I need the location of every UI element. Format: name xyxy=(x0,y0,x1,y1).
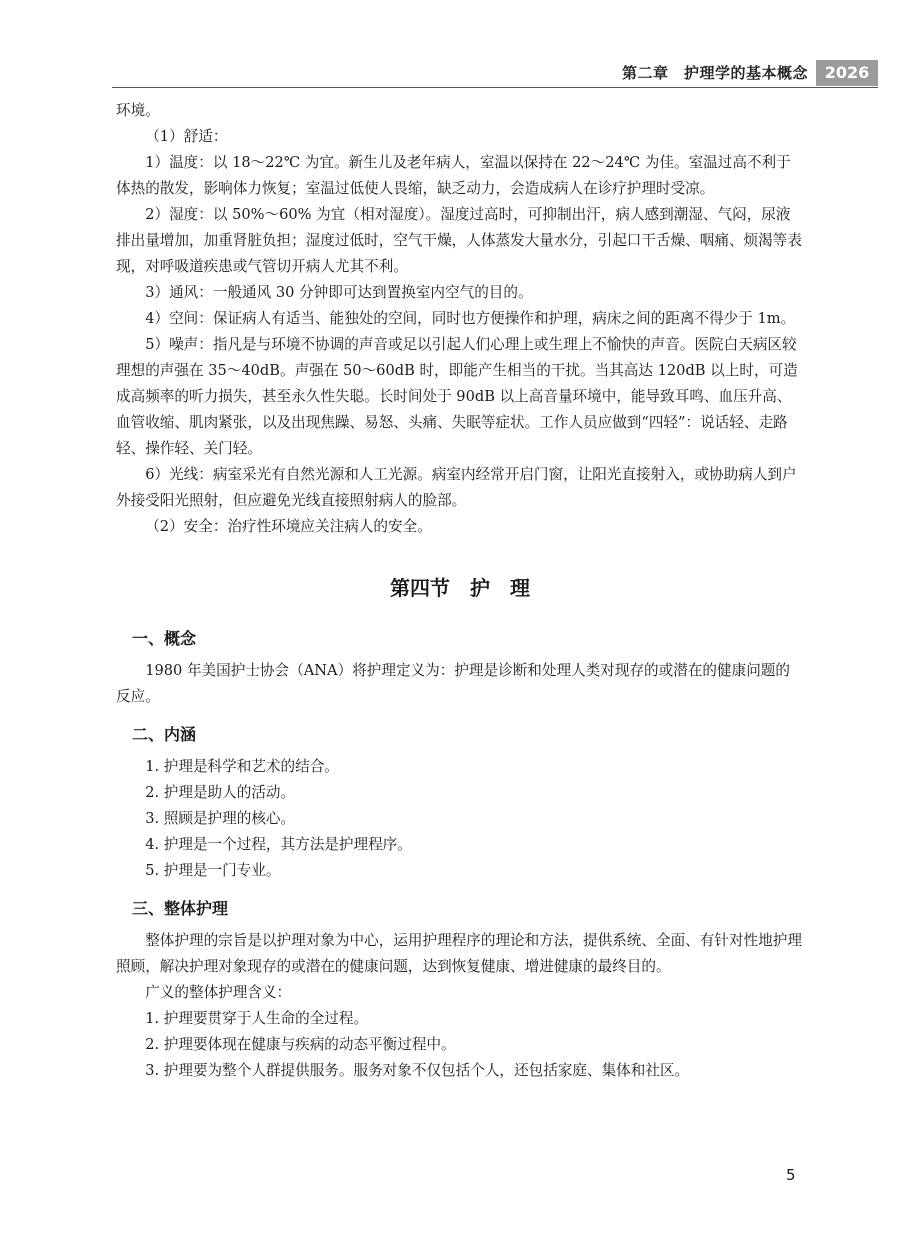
paragraph: 1980 年美国护士协会（ANA）将护理定义为：护理是诊断和处理人类对现存的或潜在的健康问题的反应。 xyxy=(116,662,790,705)
section-title: 第四节 护 理 xyxy=(390,576,530,600)
list-item: 2. 护理是助人的活动。 xyxy=(145,784,296,801)
list-item: 2. 护理要体现在健康与疾病的动态平衡过程中。 xyxy=(145,1036,456,1053)
heading-connotation: 二、内涵 xyxy=(132,725,197,744)
list-item: 1. 护理是科学和艺术的结合。 xyxy=(145,758,339,775)
list-item: 3. 照顾是护理的核心。 xyxy=(145,810,296,827)
paragraph: 5）噪声：指凡是与环境不协调的声音或足以引起人们心理上或生理上不愉快的声音。医院白天病区较理想的声强在 35～40dB。声强在 50～60dB 时，即能产生相当的干扰。当其高达 120dB 以上时，可造成高频率的听力损失，甚至永久性失聪。长时间处于 90dB 以上高音量环境中，能导致耳鸣、血压升高、血管收缩、肌肉紧张，以及出现焦躁、易怒、头痛、失眠等症状。工作人员应做到“四轻”：说话轻、走路轻、操作轻、关门轻。 xyxy=(116,336,798,457)
paragraph: 2）湿度：以 50%～60% 为宜（相对湿度）。湿度过高时，可抑制出汗，病人感到潮湿、气闷，尿液排出量增加，加重肾脏负担；湿度过低时，空气干燥，人体蒸发大量水分，引起口干舌燥、咽痛、烦渴等表现，对呼吸道疾患或气管切开病人尤其不利。 xyxy=(116,206,802,275)
heading-holistic-nursing: 三、整体护理 xyxy=(132,899,229,918)
heading-concept: 一、概念 xyxy=(132,629,197,648)
chapter-title: 第二章 护理学的基本概念 xyxy=(621,64,808,82)
paragraph: （2）安全：治疗性环境应关注病人的安全。 xyxy=(145,518,432,535)
paragraph: 整体护理的宗旨是以护理对象为中心，运用护理程序的理论和方法，提供系统、全面、有针对性地护理照顾，解决护理对象现存的或潜在的健康问题，达到恢复健康、增进健康的最终目的。 xyxy=(116,932,802,975)
list-item: 1. 护理要贯穿于人生命的全过程。 xyxy=(145,1010,369,1027)
list-item: 4. 护理是一个过程，其方法是护理程序。 xyxy=(145,836,412,853)
paragraph: 广义的整体护理含义： xyxy=(145,984,292,1001)
page-number: 5 xyxy=(786,1166,796,1184)
header-rule xyxy=(112,87,878,88)
running-header xyxy=(0,60,900,88)
page-body xyxy=(116,98,804,1084)
paragraph: 6）光线：病室采光有自然光源和人工光源。病室内经常开启门窗，让阳光直接射入，或协助病人到户外接受阳光照射，但应避免光线直接照射病人的脸部。 xyxy=(116,466,797,509)
paragraph: 1）温度：以 18～22℃ 为宜。新生儿及老年病人，室温以保持在 22～24℃ 为佳。室温过高不利于体热的散发，影响体力恢复；室温过低使人畏缩，缺乏动力，会造成病人在诊疗护理时受凉。 xyxy=(116,154,791,197)
paragraph: 4）空间：保证病人有适当、能独处的空间，同时也方便操作和护理，病床之间的距离不得少于 1m。 xyxy=(145,310,796,327)
list-item: 5. 护理是一门专业。 xyxy=(145,862,281,879)
list-item: 3. 护理要为整个人群提供服务。服务对象不仅包括个人，还包括家庭、集体和社区。 xyxy=(145,1062,690,1079)
paragraph: 环境。 xyxy=(116,102,160,119)
paragraph: 3）通风：一般通风 30 分钟即可达到置换室内空气的目的。 xyxy=(145,284,533,301)
year-badge: 2026 xyxy=(816,60,878,86)
paragraph: （1）舒适： xyxy=(145,128,228,145)
